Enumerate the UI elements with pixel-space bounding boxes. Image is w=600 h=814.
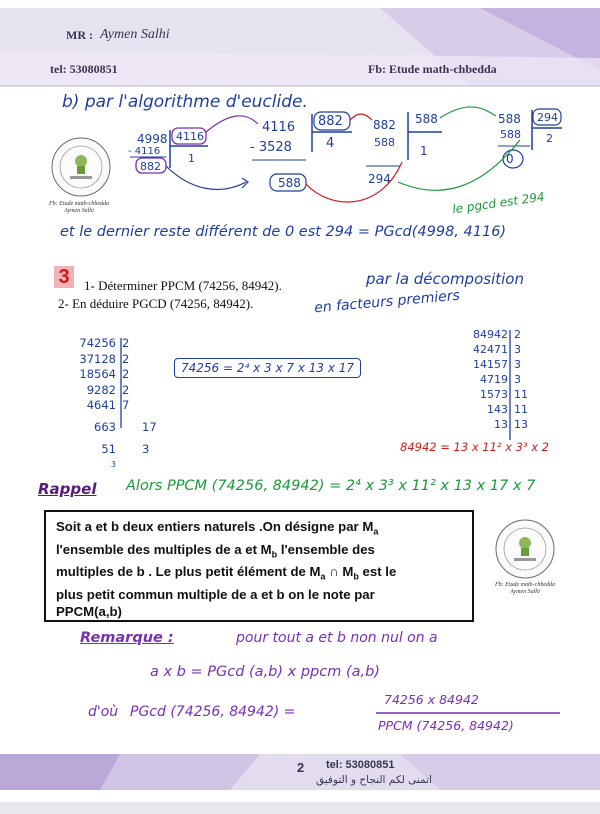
- table-row: 4719 3: [480, 373, 521, 386]
- seal-caption-right: Fb: Etude math-chbedda: [495, 582, 555, 588]
- step4-dividend: 588: [498, 112, 521, 126]
- definition-box: [44, 510, 474, 622]
- footer-rule: [0, 802, 600, 814]
- header-mr: MR :: [66, 28, 93, 42]
- school-seal-icon: [494, 518, 556, 580]
- step2-remainder: 588: [278, 176, 301, 190]
- step1-divisor: 4116: [176, 130, 204, 143]
- step4-sub: 588: [500, 128, 521, 141]
- step4-remainder: 0: [506, 152, 514, 166]
- definition-line-4: plus petit commun multiple de a et b on le note par: [56, 586, 375, 602]
- remarque-numerator: 74256 x 84942: [384, 692, 479, 707]
- step1-remainder: 882: [140, 160, 161, 173]
- seal-caption-top-name: Aymen Salhi: [64, 208, 94, 214]
- seal-caption-top: Fb: Etude math-chbedda: [49, 201, 109, 207]
- step2-sub: - 3528: [250, 140, 292, 155]
- remarque-denominator: PPCM (74256, 84942): [378, 718, 514, 733]
- remarque-formula: a x b = PGcd (a,b) x ppcm (a,b): [150, 664, 380, 680]
- step3-dividend: 882: [373, 118, 396, 132]
- footer-tel: tel: 53080851: [326, 759, 395, 771]
- table-row: 663 17: [94, 419, 157, 434]
- question-2: 2- En déduire PGCD (74256, 84942).: [58, 296, 254, 311]
- table-row: 14157 3: [473, 358, 521, 371]
- table-row: 1573 11: [480, 388, 528, 401]
- step2-divisor: 882: [318, 114, 343, 129]
- header-tel: tel: 53080851: [50, 62, 118, 76]
- header-author-name: Aymen Salhi: [100, 27, 170, 42]
- table-row: 143 11: [487, 403, 528, 416]
- table-row: 51 3: [101, 441, 150, 456]
- definition-line-3: multiples de b . Le plus petit élément de $M_a$ ∩ $M_b$ est le: [56, 564, 397, 582]
- definition-line-1: Soit a et b deux entiers naturels .On désigne par $M_a$: [56, 519, 379, 537]
- method-line-1: par la décomposition: [366, 270, 524, 288]
- table-row: 13 13: [494, 418, 528, 431]
- ppcm-result: Alors PPCM (74256, 84942) = 2⁴ x 3³ x 11² x 13 x 17 x 7: [126, 478, 536, 494]
- table-row: 74256 2: [79, 336, 130, 350]
- table-row: 18564 2: [79, 367, 130, 381]
- remarque-text: pour tout a et b non nul on a: [236, 630, 438, 646]
- table-row: 84942 2: [473, 328, 521, 341]
- fraction-bar: [376, 711, 560, 715]
- step3-quotient: 1: [420, 144, 428, 158]
- remarque-pgcd-lhs: PGcd (74256, 84942) =: [130, 704, 296, 720]
- step1-dividend: 4998: [137, 132, 168, 146]
- table-row: 37128 2: [79, 351, 130, 366]
- step1-quotient: 1: [188, 152, 195, 165]
- step3-sub: 588: [374, 136, 395, 149]
- step2-dividend: 4116: [262, 120, 296, 135]
- method-line-2: en facteurs premiers: [313, 287, 461, 317]
- step4-quotient: 2: [546, 132, 553, 145]
- exercise-number: 3: [54, 266, 74, 288]
- factor-table-84942: [446, 328, 528, 433]
- factorization-84942: 84942 = 13 x 11² x 3³ x 2: [400, 440, 550, 454]
- table-row: 3: [110, 459, 116, 469]
- seal-caption-right-name: Aymen Salhi: [510, 589, 540, 595]
- step4-divisor: 294: [537, 111, 558, 124]
- table-row: 4641 7: [86, 398, 130, 412]
- rappel-label: Rappel: [38, 480, 97, 498]
- step3-divisor: 588: [415, 112, 438, 126]
- table-row: 42471 3: [473, 343, 521, 356]
- factorization-74256: 74256 = 2⁴ x 3 x 7 x 13 x 17: [174, 358, 361, 378]
- question-1: 1- Déterminer PPCM (74256, 84942).: [84, 278, 282, 293]
- footer-arabic-wish: اتمنى لكم النجاح و التوفيق: [316, 774, 432, 786]
- remarque-title: Remarque :: [80, 630, 174, 646]
- remarque-dou: d'où: [88, 704, 119, 720]
- algo-conclusion: et le dernier reste différent de 0 est 294 = PGcd(4998, 4116): [60, 224, 507, 240]
- step1-sub: - 4116: [128, 146, 161, 157]
- step2-quotient: 4: [326, 136, 335, 151]
- definition-line-2: l'ensemble des multiples de a et $M_b$ l'ensemble des: [56, 541, 375, 560]
- step3-remainder: 294: [368, 172, 391, 186]
- table-row: 9282 2: [86, 382, 130, 397]
- algo-heading: b) par l'algorithme d'euclide.: [62, 92, 308, 112]
- pgcd-green-note: le pgcd est 294: [451, 189, 546, 217]
- header-facebook: Fb: Etude math-chbedda: [368, 62, 497, 76]
- definition-line-5: PPCM(a,b): [56, 603, 122, 619]
- footer-page-number: 2: [297, 760, 305, 775]
